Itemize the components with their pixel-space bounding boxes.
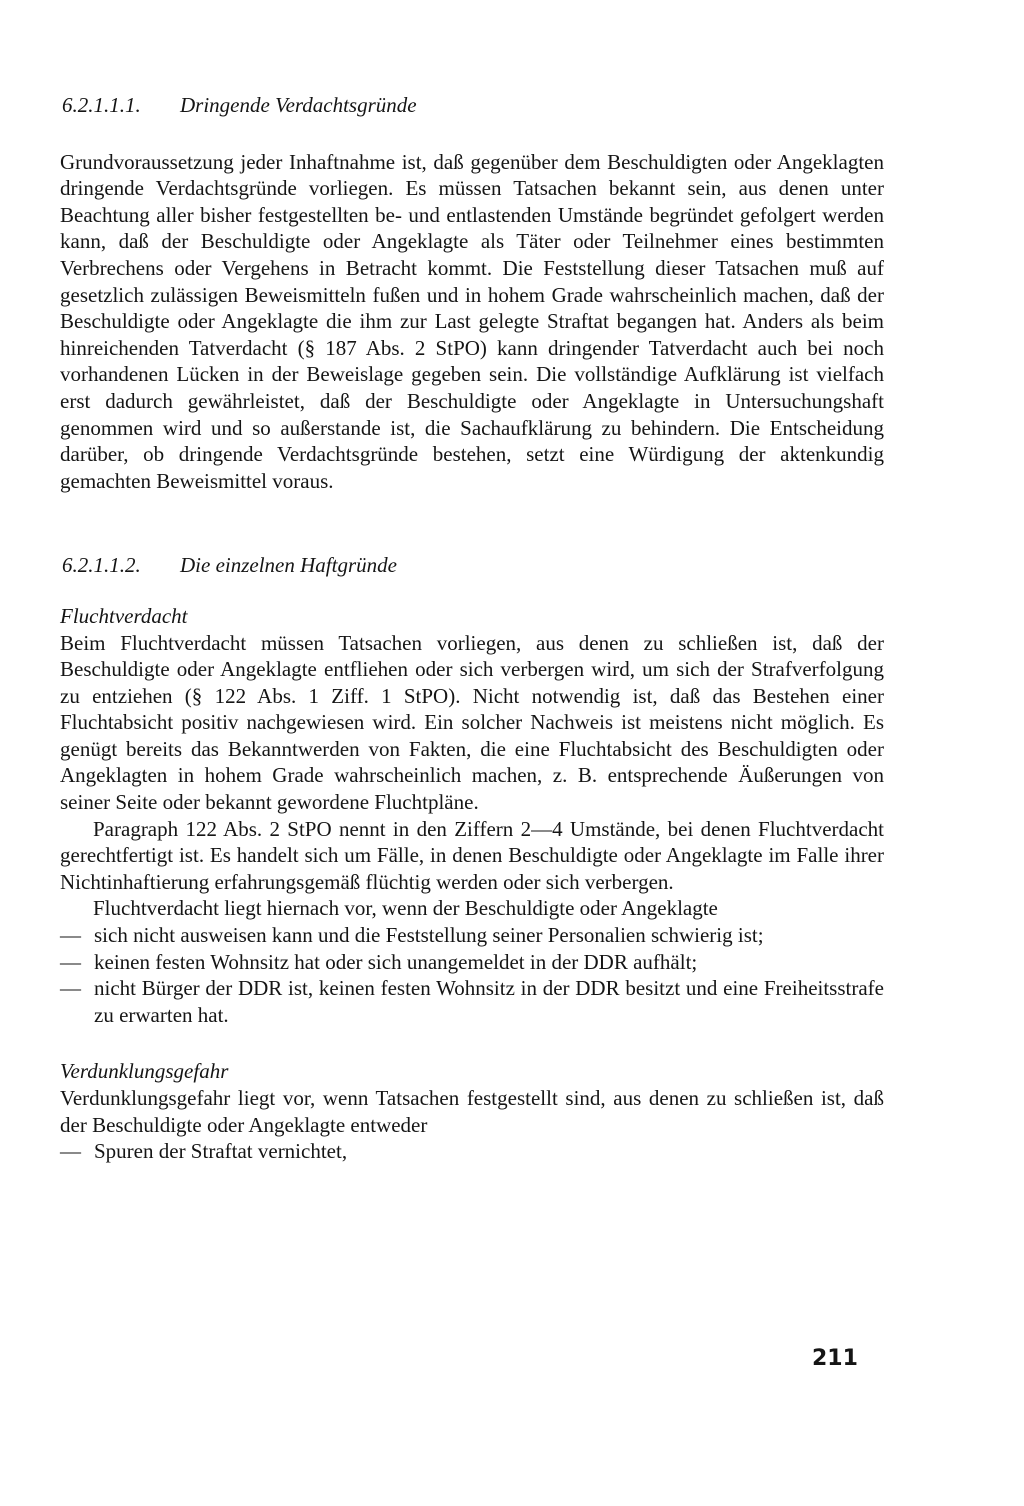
dash-bullet: — bbox=[60, 923, 81, 948]
list-item bbox=[60, 1138, 884, 1165]
section-heading-haftgruende bbox=[60, 552, 884, 579]
list-item-text: nicht Bürger der DDR ist, keinen festen Wohnsitz in der DDR besitzt und eine Freiheitsstrafe zu erwarten hat. bbox=[94, 976, 884, 1027]
section-title: Die einzelnen Haftgründe bbox=[180, 553, 397, 578]
list-item-text: sich nicht ausweisen kann und die Feststellung seiner Personalien schwierig ist; bbox=[94, 923, 764, 948]
section-number: 6.2.1.1.1. bbox=[62, 93, 141, 117]
page-content bbox=[60, 82, 884, 1165]
paragraph-fluchtverdacht-1: Beim Fluchtverdacht müssen Tatsachen vorliegen, aus denen zu schließen ist, daß der Beschuldigte oder Angeklagte entfliehen oder sich verbergen wird, um sich der Strafverfolgung zu entziehen (§ 122 Abs. 1 Ziff. 1 StPO). Nicht notwendig ist, daß das Bestehen einer Fluchtabsicht positiv nachgewiesen wird. Ein solcher Nachweis ist meistens nicht möglich. Es genügt bereits das Bekanntwerden von Fakten, die eine Fluchtabsicht des Beschuldigten oder Angeklagten in hohem Grade wahrscheinlich machen, z. B. entsprechende Äußerungen von seiner Seite oder bekannt gewordene Fluchtpläne. bbox=[60, 630, 884, 815]
list-item bbox=[60, 922, 884, 949]
fluchtverdacht-list bbox=[60, 922, 884, 1028]
list-item-text: Spuren der Straftat vernichtet, bbox=[94, 1139, 348, 1164]
list-item bbox=[60, 975, 884, 1028]
paragraph-fluchtverdacht-2: Paragraph 122 Abs. 2 StPO nennt in den Ziffern 2—4 Umstände, bei denen Fluchtverdacht gerechtfertigt ist. Es handelt sich um Fälle, in denen Beschuldigte oder Angeklagte im Falle ihrer Nichtinhaftierung erfahrungsgemäß flüchtig werden oder sich verbergen. bbox=[60, 816, 884, 894]
paragraph-fluchtverdacht-3: Fluchtverdacht liegt hiernach vor, wenn der Beschuldigte oder Angeklagte bbox=[93, 896, 718, 921]
section-heading-dringende-verdachtsgruende bbox=[60, 92, 884, 119]
subheading-verdunklungsgefahr: Verdunklungsgefahr bbox=[60, 1059, 229, 1084]
section-title: Dringende Verdachtsgründe bbox=[180, 93, 417, 117]
dash-bullet: — bbox=[60, 1139, 81, 1164]
dash-bullet: — bbox=[60, 949, 81, 974]
dash-bullet: — bbox=[60, 976, 81, 1001]
paragraph-dringende-verdachtsgruende: Grundvoraussetzung jeder Inhaftnahme ist, daß gegenüber dem Beschuldigten oder Angeklagten dringende Verdachtsgründe vorliegen. Es müssen Tatsachen bekannt sein, aus denen unter Beachtung aller bisher festgestellten be- und entlastenden Umstände begründet gefolgert werden kann, daß der Beschuldigte oder Angeklagte als Täter oder Teilnehmer eines bestimmten Verbrechens oder Vergehens in Betracht kommt. Die Feststellung dieser Tatsachen muß auf gesetzlich zulässigen Beweismitteln fußen und in hohem Grade wahrscheinlich machen, daß der Beschuldigte oder Angeklagte die ihm zur Last gelegte Straftat begangen hat. Anders als beim hinreichenden Tatverdacht (§ 187 Abs. 2 StPO) kann dringender Tatverdacht auch bei noch vorhandenen Lücken in der Beweislage gegeben sein. Die vollständige Aufklärung ist vielfach erst dadurch gewährleistet, daß der Beschuldigte oder Angeklagte in Untersuchungshaft genommen wird und so außerstande ist, die Sachaufklärung zu behindern. Die Entscheidung darüber, ob dringende Verdachtsgründe bestehen, setzt eine Würdigung der aktenkundig gemachten Beweismittel voraus. bbox=[60, 149, 884, 493]
verdunklungsgefahr-list bbox=[60, 1138, 884, 1165]
page-number: 211 bbox=[812, 1346, 858, 1371]
paragraph-verdunklungsgefahr-1: Verdunklungsgefahr liegt vor, wenn Tatsachen festgestellt sind, aus denen zu schließen ist, daß der Beschuldigte oder Angeklagte entweder bbox=[60, 1086, 884, 1137]
section-number: 6.2.1.1.2. bbox=[62, 553, 141, 578]
subheading-fluchtverdacht: Fluchtverdacht bbox=[60, 603, 188, 628]
list-item bbox=[60, 949, 884, 976]
list-item-text: keinen festen Wohnsitz hat oder sich unangemeldet in der DDR aufhält; bbox=[94, 949, 698, 974]
